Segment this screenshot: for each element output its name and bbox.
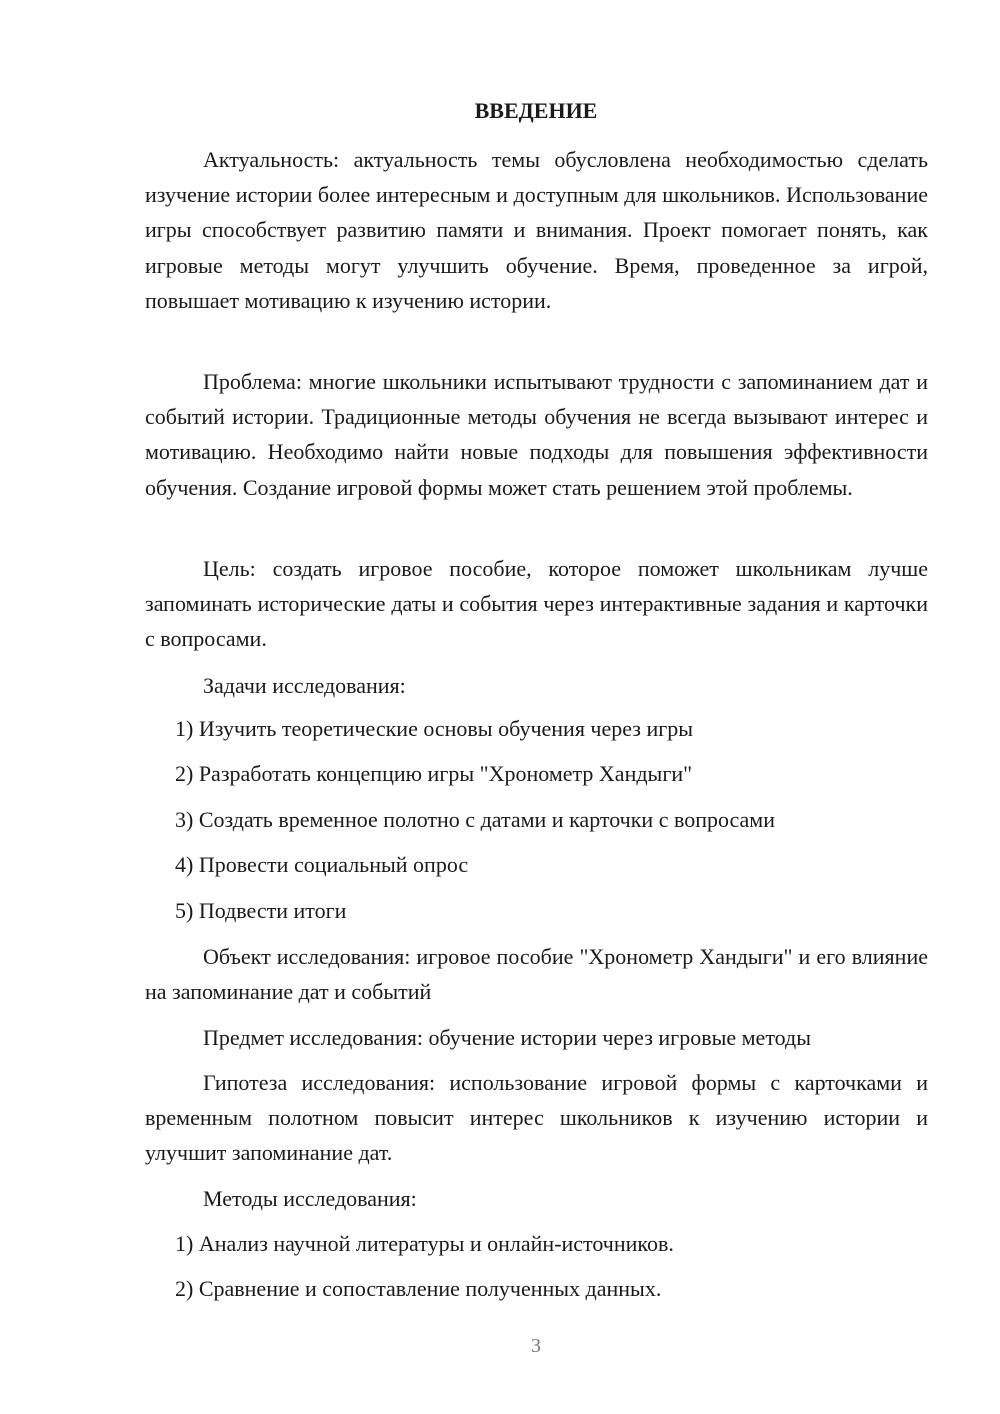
methods-heading: Методы исследования: bbox=[203, 1186, 417, 1211]
method-item-2: 2) Сравнение и сопоставление полученных данных. bbox=[175, 1276, 662, 1301]
task-item-3: 3) Создать временное полотно с датами и карточки с вопросами bbox=[175, 807, 776, 832]
method-item-1: 1) Анализ научной литературы и онлайн-источников. bbox=[175, 1231, 674, 1256]
paragraph-hypothesis: Гипотеза исследования: использование игровой формы с карточками и временным полотном повысит интерес школьников к изучению истории и улучшит запоминание дат. bbox=[145, 1070, 928, 1166]
paragraph-problem: Проблема: многие школьники испытывают трудности с запоминанием дат и событий истории. Традиционные методы обучения не всегда вызывают интерес и мотивацию. Необходимо найти новые подходы для повышения эффективности обучения. Создание игровой формы может стать решением этой проблемы. bbox=[145, 369, 928, 500]
page-title: ВВЕДЕНИЕ bbox=[474, 98, 598, 123]
page-number: 3 bbox=[531, 1335, 541, 1357]
paragraph-goal: Цель: создать игровое пособие, которое поможет школьникам лучше запоминать исторические даты и события через интерактивные задания и карточки с вопросами. bbox=[145, 556, 928, 652]
paragraph-subject: Предмет исследования: обучение истории через игровые методы bbox=[203, 1025, 811, 1050]
task-item-5: 5) Подвести итоги bbox=[175, 898, 347, 923]
task-item-4: 4) Провести социальный опрос bbox=[175, 852, 469, 877]
task-item-2: 2) Разработать концепцию игры "Хронометр Хандыги" bbox=[175, 761, 693, 786]
tasks-heading: Задачи исследования: bbox=[203, 673, 406, 698]
task-item-1: 1) Изучить теоретические основы обучения через игры bbox=[175, 716, 694, 741]
paragraph-object: Объект исследования: игровое пособие "Хронометр Хандыги" и его влияние на запоминание дат и событий bbox=[145, 944, 928, 1005]
paragraph-relevance: Актуальность: актуальность темы обусловлена необходимостью сделать изучение истории более интересным и доступным для школьников. Использование игры способствует развитию памяти и внимания. Проект помогает понять, как игровые методы могут улучшить обучение. Время, проведенное за игрой, повышает мотивацию к изучению истории. bbox=[145, 147, 928, 313]
